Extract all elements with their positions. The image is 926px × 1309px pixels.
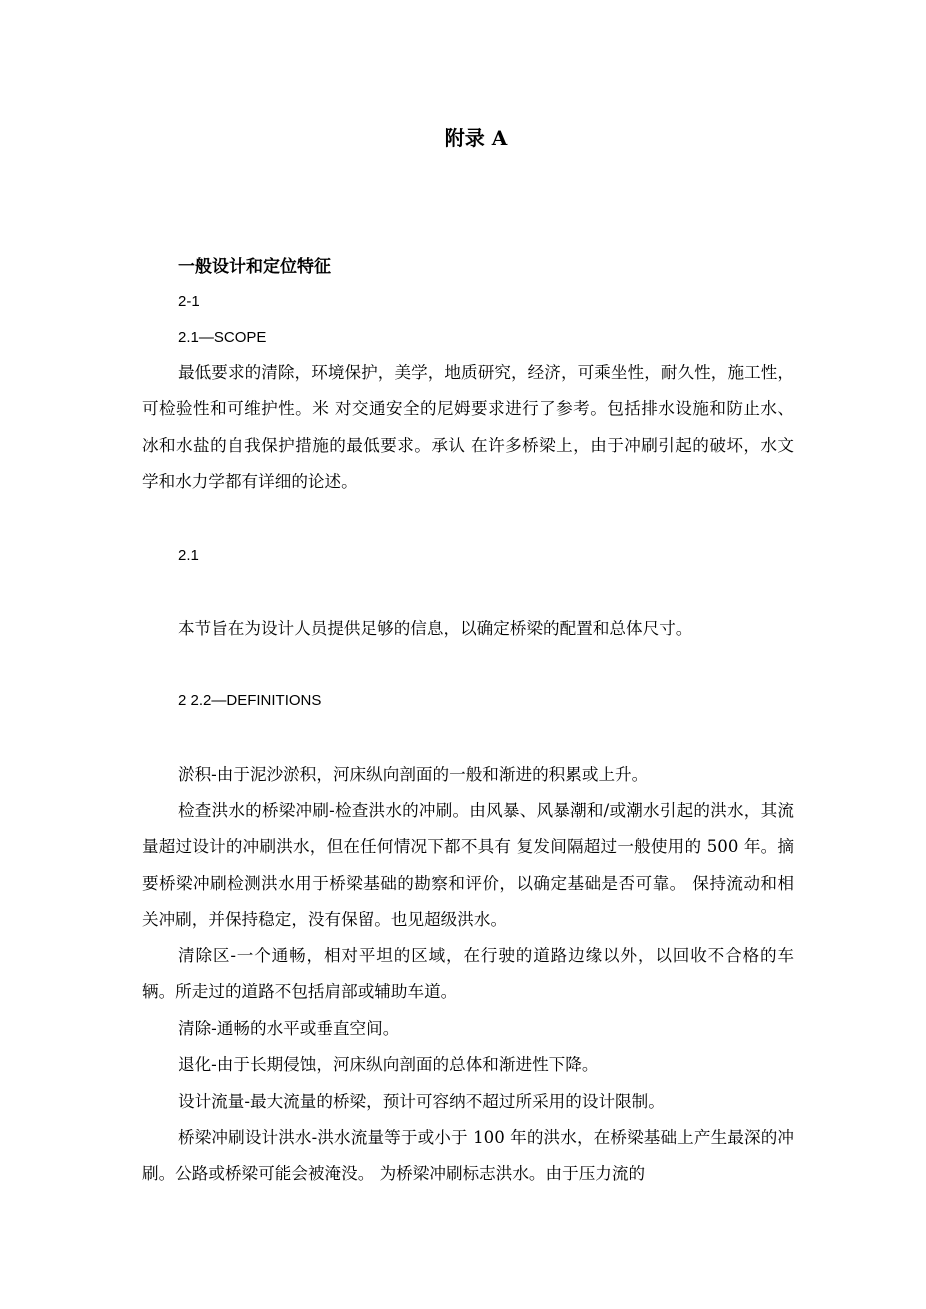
section-number-2-1-dash: 2-1 (178, 293, 200, 310)
definition-clearance: 清除-通畅的水平或垂直空间。 (178, 1019, 400, 1038)
definition-design-discharge: 设计流量-最大流量的桥梁，预计可容纳不超过所采用的设计限制。 (178, 1092, 665, 1111)
definition-clear-zone: 清除区-一个通畅，相对平坦的区域，在行驶的道路边缘以外，以回收不合格的车辆。所走过的道路不包括肩部或辅助车道。 (142, 946, 794, 1002)
scope-paragraph: 最低要求的清除，环境保护，美学，地质研究，经济，可乘坐性，耐久性，施工性，可检验性和可维护性。米 对交通安全的尼姆要求进行了参考。包括排水设施和防止水、冰和水盐的自我保护措施的最低要求。承认 在许多桥梁上，由于冲刷引起的破坏，水文学和水力学都有详细的论述。 (142, 363, 794, 492)
definitions-heading: 2 2.2—DEFINITIONS (178, 692, 322, 709)
purpose-paragraph: 本节旨在为设计人员提供足够的信息，以确定桥梁的配置和总体尺寸。 (178, 619, 693, 638)
section-heading: 一般设计和定位特征 (178, 257, 331, 277)
definition-check-flood: 检查洪水的桥梁冲刷-检查洪水的冲刷。由风暴、风暴潮和/或潮水引起的洪水，其流量超过设计的冲刷洪水，但在任何情况下都不具有 复发间隔超过一般使用的 500 年。摘要桥梁冲刷检测洪水用于桥梁基础的勘察和评价，以确定基础是否可靠。 保持流动和相关冲刷，并保持稳定，没有保留。也见超级洪水。 (142, 801, 794, 930)
scope-heading: 2.1—SCOPE (178, 329, 267, 346)
definition-design-flood-scour: 桥梁冲刷设计洪水-洪水流量等于或小于 100 年的洪水，在桥梁基础上产生最深的冲刷。公路或桥梁可能会被淹没。 为桥梁冲刷标志洪水。由于压力流的 (142, 1128, 794, 1184)
section-number-2-1: 2.1 (178, 547, 199, 564)
appendix-title: 附录 A (444, 126, 508, 150)
definition-degradation: 退化-由于长期侵蚀，河床纵向剖面的总体和渐进性下降。 (178, 1055, 599, 1074)
definition-aggradation: 淤积-由于泥沙淤积，河床纵向剖面的一般和渐进的积累或上升。 (178, 765, 649, 784)
